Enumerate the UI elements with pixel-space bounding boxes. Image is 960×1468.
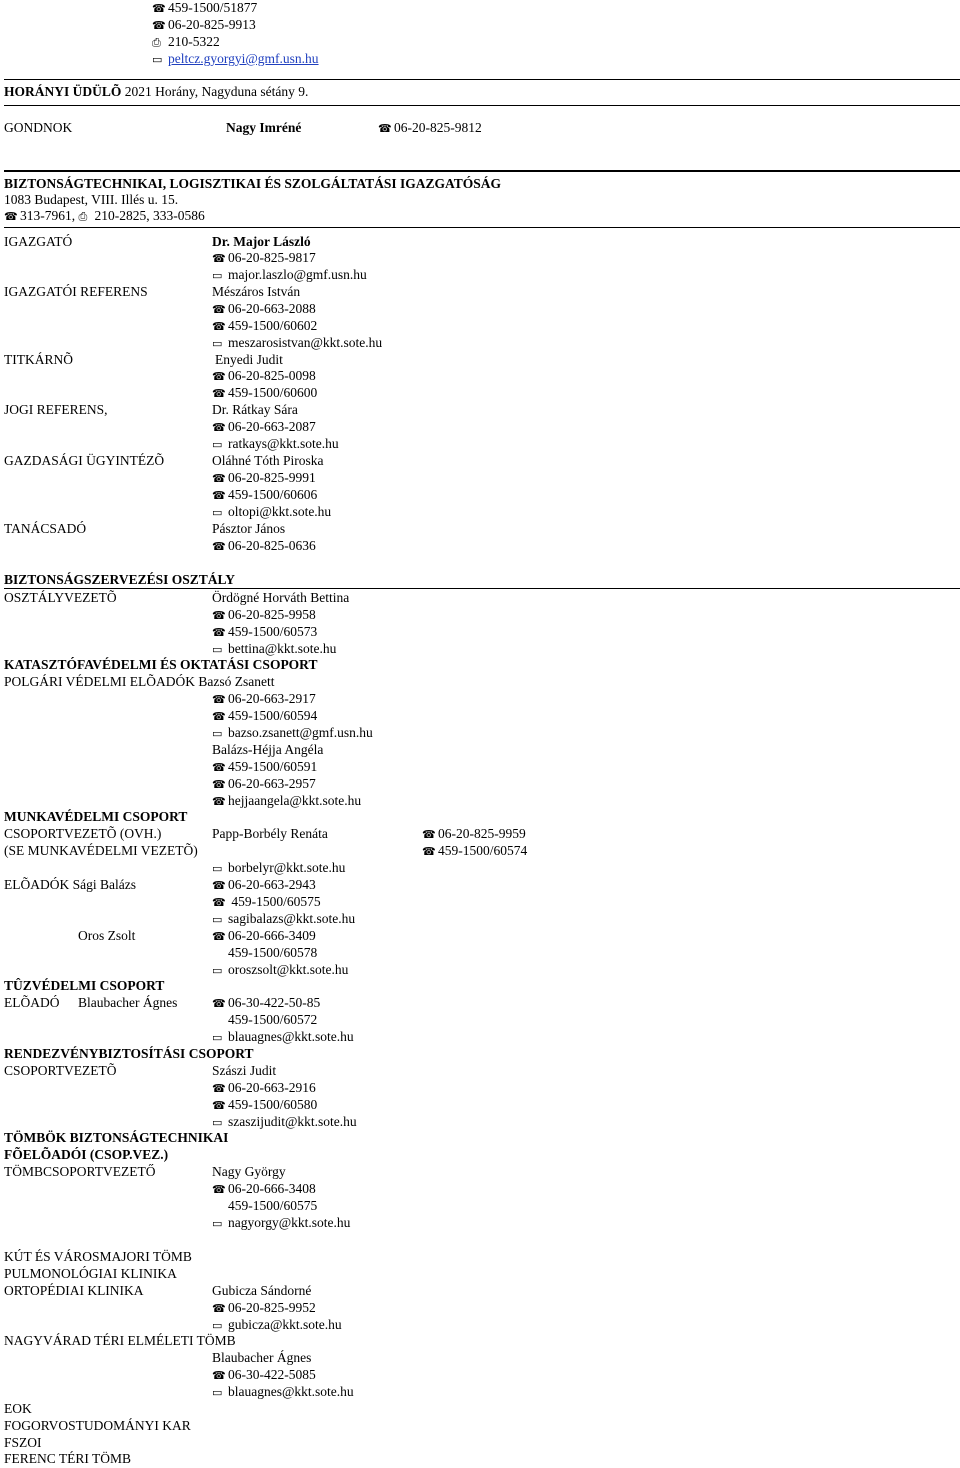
phone-icon: ☎ xyxy=(212,609,226,622)
computer-icon: ▭ xyxy=(212,1386,223,1399)
tombok-title-2: FÕELÕADÓI (CSOP.VEZ.) xyxy=(4,1147,169,1162)
phone-icon: ☎ xyxy=(212,252,226,265)
munkavedelmi-name: Papp-Borbély Renáta xyxy=(212,826,328,841)
sagi-phone-2: ☎ 459-1500/60575 xyxy=(212,894,321,909)
sagi-email: ▭ sagibalazs@kkt.sote.hu xyxy=(212,911,356,926)
computer-icon: ▭ xyxy=(212,727,223,740)
nagyvarad-name: Blaubacher Ágnes xyxy=(212,1350,312,1365)
kut-line-1: KÚT ÉS VÁROSMAJORI TÖMB xyxy=(4,1249,192,1264)
tombok-phone-2: 459-1500/60575 xyxy=(228,1198,318,1213)
footer-line-2: FOGORVOSTUDOMÁNYI KAR xyxy=(4,1418,191,1433)
gondnok-name: Nagy Imréné xyxy=(226,120,302,135)
phone-icon: ☎ xyxy=(212,320,226,333)
gazdasagi-email: ▭ oltopi@kkt.sote.hu xyxy=(212,504,332,519)
computer-icon: ▭ xyxy=(212,269,223,282)
divider xyxy=(4,588,960,589)
divider xyxy=(4,105,960,106)
tombok-phone-1: ☎ 06-20-666-3408 xyxy=(212,1181,316,1196)
gazdasagi-label: GAZDASÁGI ÜGYINTÉZÕ xyxy=(4,453,165,468)
igazgato-email: ▭ major.laszlo@gmf.usn.hu xyxy=(212,267,367,282)
phone-icon: ☎ xyxy=(212,1302,226,1315)
divider xyxy=(4,227,960,228)
rendezveny-phone-1: ☎ 06-20-663-2916 xyxy=(212,1080,316,1095)
kut-phone: ☎ 06-20-825-9952 xyxy=(212,1300,316,1315)
footer-line-3: FSZOI xyxy=(4,1435,42,1450)
phone-icon: ☎ xyxy=(378,122,392,135)
computer-icon: ▭ xyxy=(212,337,223,350)
bszo-title: BIZTONSÁGSZERVEZÉSI OSZTÁLY xyxy=(4,572,236,587)
balazs-phone-2: ☎ 06-20-663-2957 xyxy=(212,776,316,791)
computer-icon: ▭ xyxy=(212,643,223,656)
computer-icon: ▭ xyxy=(212,1116,223,1129)
rendezveny-name: Szászi Judit xyxy=(212,1063,277,1078)
phone-icon: ☎ xyxy=(212,930,226,943)
computer-icon: ▭ xyxy=(212,506,223,519)
katasztrofa-title: KATASZTÓFAVÉDELMI ÉS OKTATÁSI CSOPORT xyxy=(4,657,318,672)
munkavedelmi-phone-2: ☎ 459-1500/60574 xyxy=(422,843,528,858)
directorate-contacts: ☎ 313-7961, ⎙ 210-2825, 333-0586 xyxy=(4,208,205,223)
tuzvedelmi-title: TÛZVÉDELMI CSOPORT xyxy=(4,978,165,993)
phone-icon: ☎ xyxy=(212,879,226,892)
kut-email: ▭ gubicza@kkt.sote.hu xyxy=(212,1317,342,1332)
tombok-title-1: TÖMBÖK BIZTONSÁGTECHNIKAI xyxy=(4,1130,229,1145)
eloadok-line: ELÕADÓK Sági Balázs xyxy=(4,877,136,892)
gazdasagi-phone-1: ☎ 06-20-825-9991 xyxy=(212,470,316,485)
phone-icon: ☎ xyxy=(212,387,226,400)
igazgato-label: IGAZGATÓ xyxy=(4,234,73,249)
tanacsado-name: Pásztor János xyxy=(212,521,286,536)
phone-icon: ☎ xyxy=(212,896,226,909)
phone-icon: ☎ xyxy=(212,626,226,639)
directorate-address: 1083 Budapest, VIII. Illés u. 15. xyxy=(4,192,179,207)
phone-icon: ☎ xyxy=(422,845,436,858)
bazso-email: ▭ bazso.zsanett@gmf.usn.hu xyxy=(212,725,373,740)
titkarno-phone-2: ☎ 459-1500/60600 xyxy=(212,385,318,400)
footer-line-4: FERENC TÉRI TÖMB xyxy=(4,1451,132,1466)
phone-icon: ☎ xyxy=(212,421,226,434)
tuzvedelmi-name: Blaubacher Ágnes xyxy=(78,995,178,1010)
sagi-phone-1: ☎ 06-20-663-2943 xyxy=(212,877,316,892)
footer-line-1: EOK xyxy=(4,1401,32,1416)
rendezveny-label: CSOPORTVEZETÕ xyxy=(4,1063,117,1078)
phone-icon: ☎ xyxy=(212,1369,226,1382)
phone-icon: ☎ xyxy=(212,489,226,502)
jogi-name: Dr. Rátkay Sára xyxy=(212,402,298,417)
nagyvarad-email: ▭ blauagnes@kkt.sote.hu xyxy=(212,1384,354,1399)
igazgato-name: Dr. Major László xyxy=(212,234,311,249)
gondnok-label: GONDNOK xyxy=(4,120,73,135)
tuzvedelmi-phone-1: ☎ 06-30-422-50-85 xyxy=(212,995,321,1010)
munkavedelmi-label-2: (SE MUNKAVÉDELMI VEZETÕ) xyxy=(4,843,198,858)
phone-icon: ☎ xyxy=(212,303,226,316)
computer-icon: ▭ xyxy=(152,53,163,66)
phone-icon: ☎ xyxy=(212,795,226,808)
divider xyxy=(4,79,960,80)
referens-phone-2: ☎ 459-1500/60602 xyxy=(212,318,318,333)
computer-icon: ▭ xyxy=(212,438,223,451)
referens-email: ▭ meszarosistvan@kkt.sote.hu xyxy=(212,335,383,350)
computer-icon: ▭ xyxy=(212,862,223,875)
computer-icon: ▭ xyxy=(212,1217,223,1230)
referens-label: IGAZGATÓI REFERENS xyxy=(4,284,148,299)
phone-icon: ☎ xyxy=(212,472,226,485)
referens-phone-1: ☎ 06-20-663-2088 xyxy=(212,301,316,316)
tuzvedelmi-email: ▭ blauagnes@kkt.sote.hu xyxy=(212,1029,354,1044)
phone-icon: ☎ xyxy=(212,370,226,383)
top-fax: ⎙ 210-5322 xyxy=(152,34,220,49)
tuzvedelmi-label: ELÕADÓ xyxy=(4,995,60,1010)
computer-icon: ▭ xyxy=(212,1319,223,1332)
oros-phone-2: 459-1500/60578 xyxy=(228,945,318,960)
top-email xyxy=(152,51,319,68)
bszo-phone-1: ☎ 06-20-825-9958 xyxy=(212,607,316,622)
balazs-email: ☎ hejjaangela@kkt.sote.hu xyxy=(212,793,362,808)
balazs-name: Balázs-Héjja Angéla xyxy=(212,742,324,757)
bszo-label: OSZTÁLYVEZETÕ xyxy=(4,590,117,605)
kut-line-2: PULMONOLÓGIAI KLINIKA xyxy=(4,1266,177,1281)
rendezveny-email: ▭ szaszijudit@kkt.sote.hu xyxy=(212,1114,357,1129)
phone-icon: ☎ xyxy=(212,1099,226,1112)
jogi-label: JOGI REFERENS, xyxy=(4,402,108,417)
phone-icon: ☎ xyxy=(212,778,226,791)
tanacsado-phone: ☎ 06-20-825-0636 xyxy=(212,538,316,553)
tuzvedelmi-phone-2: 459-1500/60572 xyxy=(228,1012,318,1027)
phone-icon: ☎ xyxy=(212,997,226,1010)
bszo-email: ▭ bettina@kkt.sote.hu xyxy=(212,641,337,656)
phone-icon: ☎ xyxy=(152,2,166,15)
bszo-phone-2: ☎ 459-1500/60573 xyxy=(212,624,318,639)
titkarno-label: TITKÁRNÕ xyxy=(4,352,73,367)
jogi-email: ▭ ratkays@kkt.sote.hu xyxy=(212,436,339,451)
tombok-label: TÖMBCSOPORTVEZETŐ xyxy=(4,1164,156,1179)
oros-phone-1: ☎ 06-20-666-3409 xyxy=(212,928,316,943)
balazs-phone-1: ☎ 459-1500/60591 xyxy=(212,759,318,774)
computer-icon: ▭ xyxy=(212,913,223,926)
titkarno-phone-1: ☎ 06-20-825-0098 xyxy=(212,368,316,383)
directorate-title: BIZTONSÁGTECHNIKAI, LOGISZTIKAI ÉS SZOLGÁLTATÁSI IGAZGATÓSÁG xyxy=(4,176,502,191)
nagyvarad-phone: ☎ 06-30-422-5085 xyxy=(212,1367,316,1382)
oros-name: Oros Zsolt xyxy=(78,928,136,943)
tanacsado-label: TANÁCSADÓ xyxy=(4,521,87,536)
jogi-phone: ☎ 06-20-663-2087 xyxy=(212,419,316,434)
igazgato-phone: ☎ 06-20-825-9817 xyxy=(212,250,316,265)
phone-icon: ☎ xyxy=(212,710,226,723)
bazso-phone-2: ☎ 459-1500/60594 xyxy=(212,708,318,723)
phone-icon: ☎ xyxy=(212,761,226,774)
phone-icon: ☎ xyxy=(212,1183,226,1196)
tombok-name: Nagy György xyxy=(212,1164,286,1179)
kut-line-3: ORTOPÉDIAI KLINIKA xyxy=(4,1283,144,1298)
bszo-name: Ördögné Horváth Bettina xyxy=(212,590,350,605)
titkarno-name: Enyedi Judit xyxy=(215,352,283,367)
phone-icon: ☎ xyxy=(212,540,226,553)
munkavedelmi-title: MUNKAVÉDELMI CSOPORT xyxy=(4,809,188,824)
bazso-phone-1: ☎ 06-20-663-2917 xyxy=(212,691,316,706)
gazdasagi-phone-2: ☎ 459-1500/60606 xyxy=(212,487,318,502)
kut-name: Gubicza Sándorné xyxy=(212,1283,312,1298)
top-phone-1: ☎ 459-1500/51877 xyxy=(152,0,258,15)
fax-icon: ⎙ xyxy=(152,36,161,49)
horanyi-line: HORÁNYI ÜDÜLÕ 2021 Horány, Nagyduna sétány 9. xyxy=(4,84,309,99)
rendezveny-phone-2: ☎ 459-1500/60580 xyxy=(212,1097,318,1112)
phone-icon: ☎ xyxy=(4,210,18,223)
top-email-link[interactable]: peltcz.gyorgyi@gmf.usn.hu xyxy=(168,51,319,66)
referens-name: Mészáros István xyxy=(212,284,301,299)
gazdasagi-name: Oláhné Tóth Piroska xyxy=(212,453,324,468)
katasztrofa-label-line: POLGÁRI VÉDELMI ELÕADÓK Bazsó Zsanett xyxy=(4,674,275,689)
phone-icon: ☎ xyxy=(422,828,436,841)
munkavedelmi-email: ▭ borbelyr@kkt.sote.hu xyxy=(212,860,346,875)
munkavedelmi-phone-1: ☎ 06-20-825-9959 xyxy=(422,826,526,841)
phone-icon: ☎ xyxy=(152,19,166,32)
tombok-email: ▭ nagyorgy@kkt.sote.hu xyxy=(212,1215,351,1230)
top-phone-2: ☎ 06-20-825-9913 xyxy=(152,17,256,32)
divider xyxy=(4,170,960,172)
rendezveny-title: RENDEZVÉNYBIZTOSÍTÁSI CSOPORT xyxy=(4,1046,254,1061)
nagyvarad-label: NAGYVÁRAD TÉRI ELMÉLETI TÖMB xyxy=(4,1333,236,1348)
computer-icon: ▭ xyxy=(212,964,223,977)
oros-email: ▭ oroszsolt@kkt.sote.hu xyxy=(212,962,349,977)
munkavedelmi-label-1: CSOPORTVEZETÕ (OVH.) xyxy=(4,826,162,841)
fax-icon: ⎙ xyxy=(78,210,88,223)
gondnok-phone: ☎ 06-20-825-9812 xyxy=(378,120,482,135)
computer-icon: ▭ xyxy=(212,1031,223,1044)
phone-icon: ☎ xyxy=(212,1082,226,1095)
phone-icon: ☎ xyxy=(212,693,226,706)
